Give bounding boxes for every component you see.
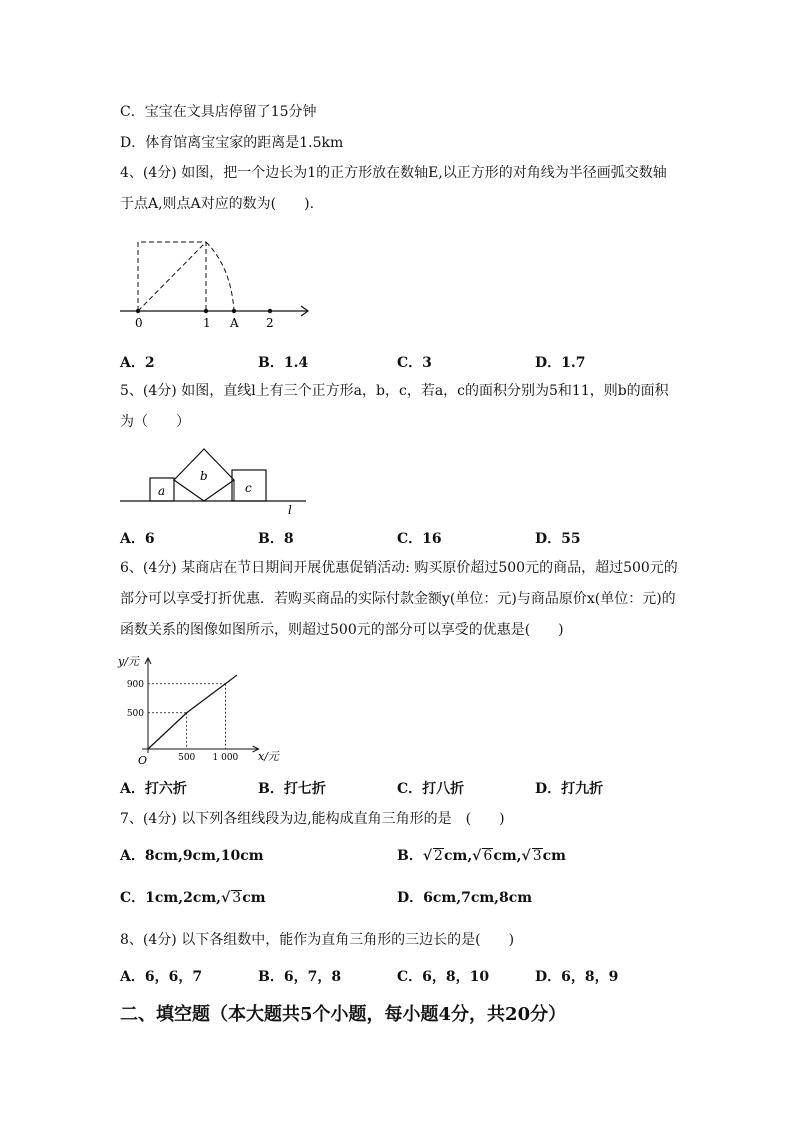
q4-option-d: D．1.7 — [535, 355, 586, 371]
q5-figure-squares — [118, 440, 318, 518]
q8-option-c: C．6，8，10 — [397, 969, 490, 985]
q4-stem: 4、(4分) 如图，把一个边长为1的正方形放在数轴E,以正方形的对角线为半径画弧交数轴于点A,则点A对应的数为( ). — [120, 165, 667, 212]
q5-option-a: A．6 — [120, 531, 155, 547]
square-diagonal — [138, 242, 206, 311]
chart-x-axis-label: x/元 — [258, 750, 279, 763]
q7-stem: 7、(4分) 以下列各组线段为边,能构成直角三角形的是 ( ) — [120, 811, 505, 827]
q6-option-a: A．打六折 — [120, 781, 187, 797]
section-heading-fill-in: 二、填空题（本大题共5个小题，每小题4分，共20分） — [120, 1004, 567, 1025]
q8-option-d: D．6，8，9 — [535, 969, 619, 985]
x-tick-label: 1 000 — [212, 753, 239, 763]
q6-stem: 6、(4分) 某商店在节日期间开展优惠促销活动: 购买原价超过500元的商品，超过500元的部分可以享受打折优惠．若购买商品的实际付款金额y(单位：元)与商品原价x(单位：元)的函数关系的图像如图所示，则超过500元的部分可以享受的优惠是( ) — [120, 560, 678, 638]
q5-stem: 5、(4分) 如图，直线l上有三个正方形a，b，c，若a，c的面积分别为5和11，则b的面积为（ ） — [120, 383, 669, 430]
x-tick-label: 500 — [178, 753, 196, 763]
q5-option-b: B．8 — [258, 531, 294, 547]
point-A — [232, 309, 236, 313]
q8-option-b: B．6，7，8 — [258, 969, 342, 985]
chart-origin-label: O — [138, 754, 148, 767]
series-line — [148, 675, 237, 749]
q7-options-row1 — [120, 845, 680, 865]
q7-option-b: B．√ 2cm,√ 6cm,√ 3cm — [397, 848, 566, 864]
q7-options-row2 — [120, 887, 680, 907]
q8-options — [120, 966, 680, 986]
q6-option-c: C．打八折 — [397, 781, 465, 797]
q6-option-b: B．打七折 — [258, 781, 326, 797]
q6-option-d: D．打九折 — [535, 781, 604, 797]
chart-y-axis-label: y/元 — [118, 655, 139, 668]
q8-stem: 8、(4分) 以下各组数中，能作为直角三角形的三边长的是( ) — [120, 932, 515, 948]
q8-option-a: A．6，6，7 — [120, 969, 203, 985]
q3-option-d: D．体育馆离宝宝家的距离是1.5km — [120, 135, 344, 151]
q4-option-a: A．2 — [120, 355, 155, 371]
q5-options — [120, 528, 680, 548]
q4-options — [120, 352, 680, 372]
q5-option-c: C．16 — [397, 531, 442, 547]
y-tick-label: 500 — [126, 708, 144, 719]
q6-options — [120, 778, 680, 798]
diagonal-arc — [206, 242, 234, 311]
label-l: l — [288, 503, 292, 517]
q7-option-a: A．8cm,9cm,10cm — [120, 848, 264, 864]
point-2 — [268, 309, 272, 313]
q4-option-c: C．3 — [397, 355, 432, 371]
q5-option-d: D．55 — [535, 531, 581, 547]
label-2: 2 — [266, 316, 274, 330]
q6-figure-line-chart — [112, 650, 292, 768]
label-0: 0 — [135, 316, 143, 330]
q3-option-c: C．宝宝在文具店停留了15分钟 — [120, 104, 317, 120]
label-A: A — [230, 316, 239, 330]
label-a: a — [158, 484, 166, 498]
y-tick-label: 900 — [126, 679, 144, 690]
q4-figure-number-line — [118, 234, 318, 334]
label-1: 1 — [203, 316, 211, 330]
q7-option-d: D．6cm,7cm,8cm — [397, 890, 533, 906]
point-0 — [136, 309, 140, 313]
label-c: c — [245, 481, 252, 495]
label-b: b — [200, 469, 208, 483]
q7-option-c: C．1cm,2cm,√ 3cm — [120, 890, 266, 906]
point-1 — [204, 309, 208, 313]
q4-option-b: B．1.4 — [258, 355, 309, 371]
